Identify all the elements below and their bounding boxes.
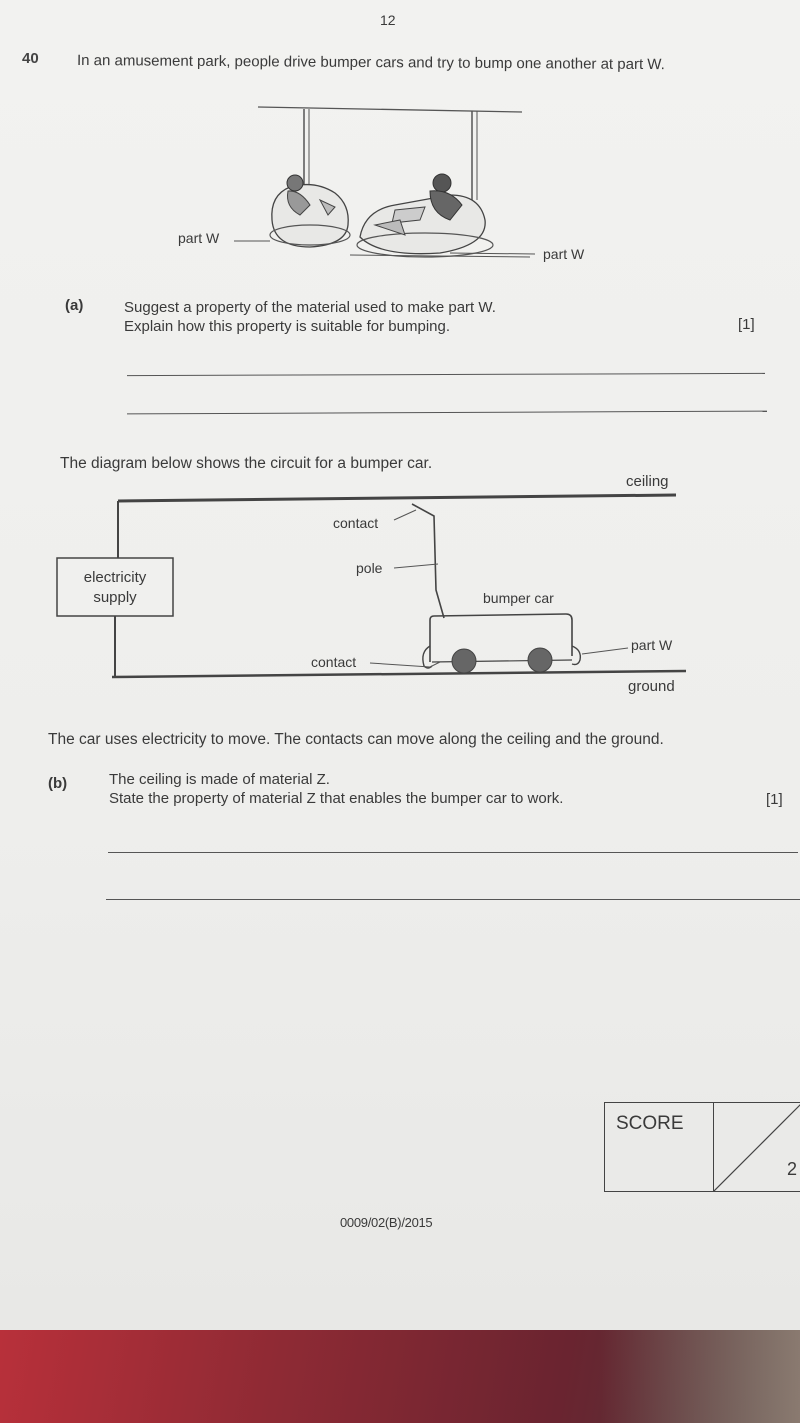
circuit-intro: The diagram below shows the circuit for a bumper car. [60, 455, 433, 472]
supply-line2: supply [93, 589, 137, 606]
footer-code: 0009/02(B)/2015 [340, 1215, 433, 1230]
bumper-car-label: bumper car [483, 590, 554, 606]
explanation-text: The car uses electricity to move. The contacts can move along the ceiling and the ground. [48, 731, 664, 748]
bumper-cars-illustration [150, 95, 620, 270]
answer-line-b2[interactable] [106, 899, 800, 900]
score-box [604, 1102, 800, 1192]
ground-label: ground [628, 678, 675, 695]
contact-bottom-label: contact [311, 654, 357, 670]
electricity-supply-label [57, 568, 173, 608]
part-b-line1: The ceiling is made of material Z. [109, 771, 330, 788]
supply-line1: electricity [83, 569, 147, 586]
page-number: 12 [380, 12, 396, 28]
part-a-label: (a) [65, 297, 84, 314]
ceiling-label: ceiling [626, 473, 669, 490]
part-w-label-right: part W [543, 246, 585, 262]
question-intro: In an amusement park, people drive bumper cars and try to bump one another at part W. [76, 52, 665, 74]
part-a-marks: [1] [738, 316, 755, 333]
answer-line-b1[interactable] [108, 852, 798, 853]
background-shadow [600, 1330, 800, 1423]
contact-top-label: contact [333, 515, 379, 531]
score-label: SCORE [616, 1113, 684, 1134]
part-a-line2: Explain how this property is suitable for bumping. [124, 318, 451, 335]
part-w-label-left: part W [178, 230, 220, 246]
question-number: 40 [22, 50, 39, 67]
part-w-circuit-label: part W [631, 637, 673, 653]
score-total: 2 [787, 1159, 798, 1179]
part-a-line1: Suggest a property of the material used to make part W. [124, 299, 496, 316]
part-b-marks: [1] [766, 791, 783, 808]
part-b-label: (b) [48, 775, 68, 792]
part-b-line2: State the property of material Z that enables the bumper car to work. [109, 790, 564, 807]
pole-label: pole [356, 560, 383, 576]
